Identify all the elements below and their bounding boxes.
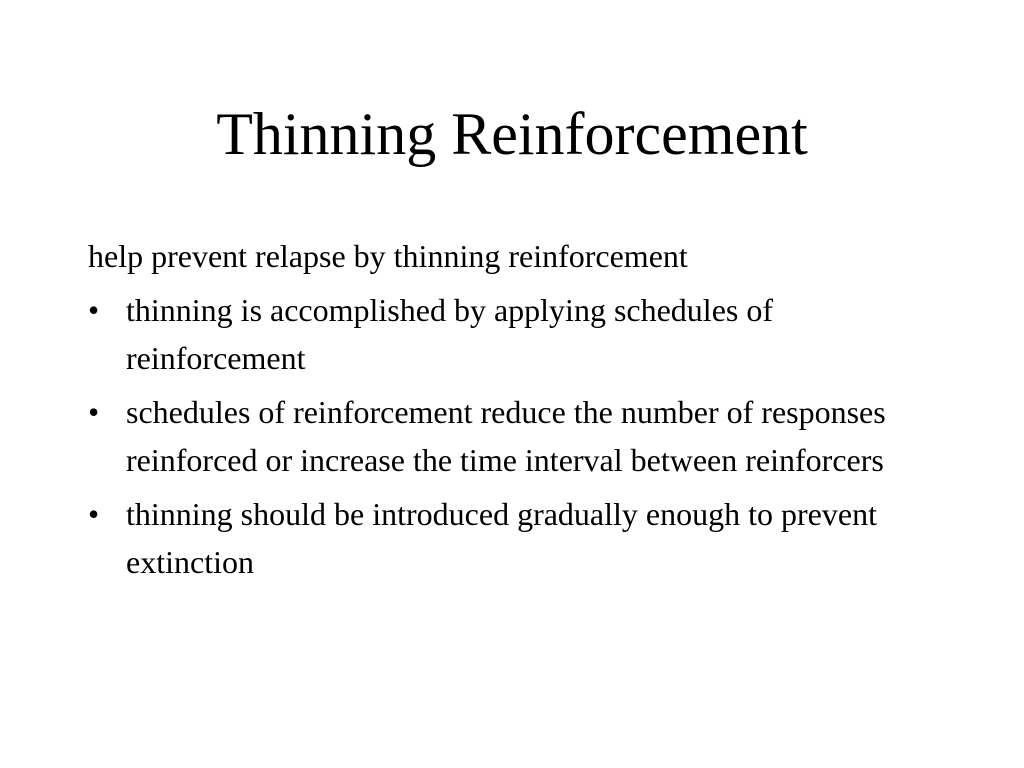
bullet-text: schedules of reinforcement reduce the number of responses reinforced or increase the time interval between reinforcers (126, 394, 886, 478)
bullet-item (88, 286, 948, 382)
bullet-list (88, 286, 948, 586)
bullet-text: thinning should be introduced gradually enough to prevent extinction (126, 496, 877, 580)
bullet-dot-icon: • (88, 292, 100, 328)
bullet-item (88, 490, 948, 586)
intro-text: help prevent relapse by thinning reinforcement (88, 238, 688, 274)
bullet-dot-icon: • (88, 394, 100, 430)
bullet-text: thinning is accomplished by applying schedules of reinforcement (126, 292, 773, 376)
bullet-item (88, 388, 948, 484)
bullet-dot-icon: • (88, 496, 100, 532)
slide-title: Thinning Reinforcement (216, 101, 808, 167)
slide-body (88, 232, 948, 592)
